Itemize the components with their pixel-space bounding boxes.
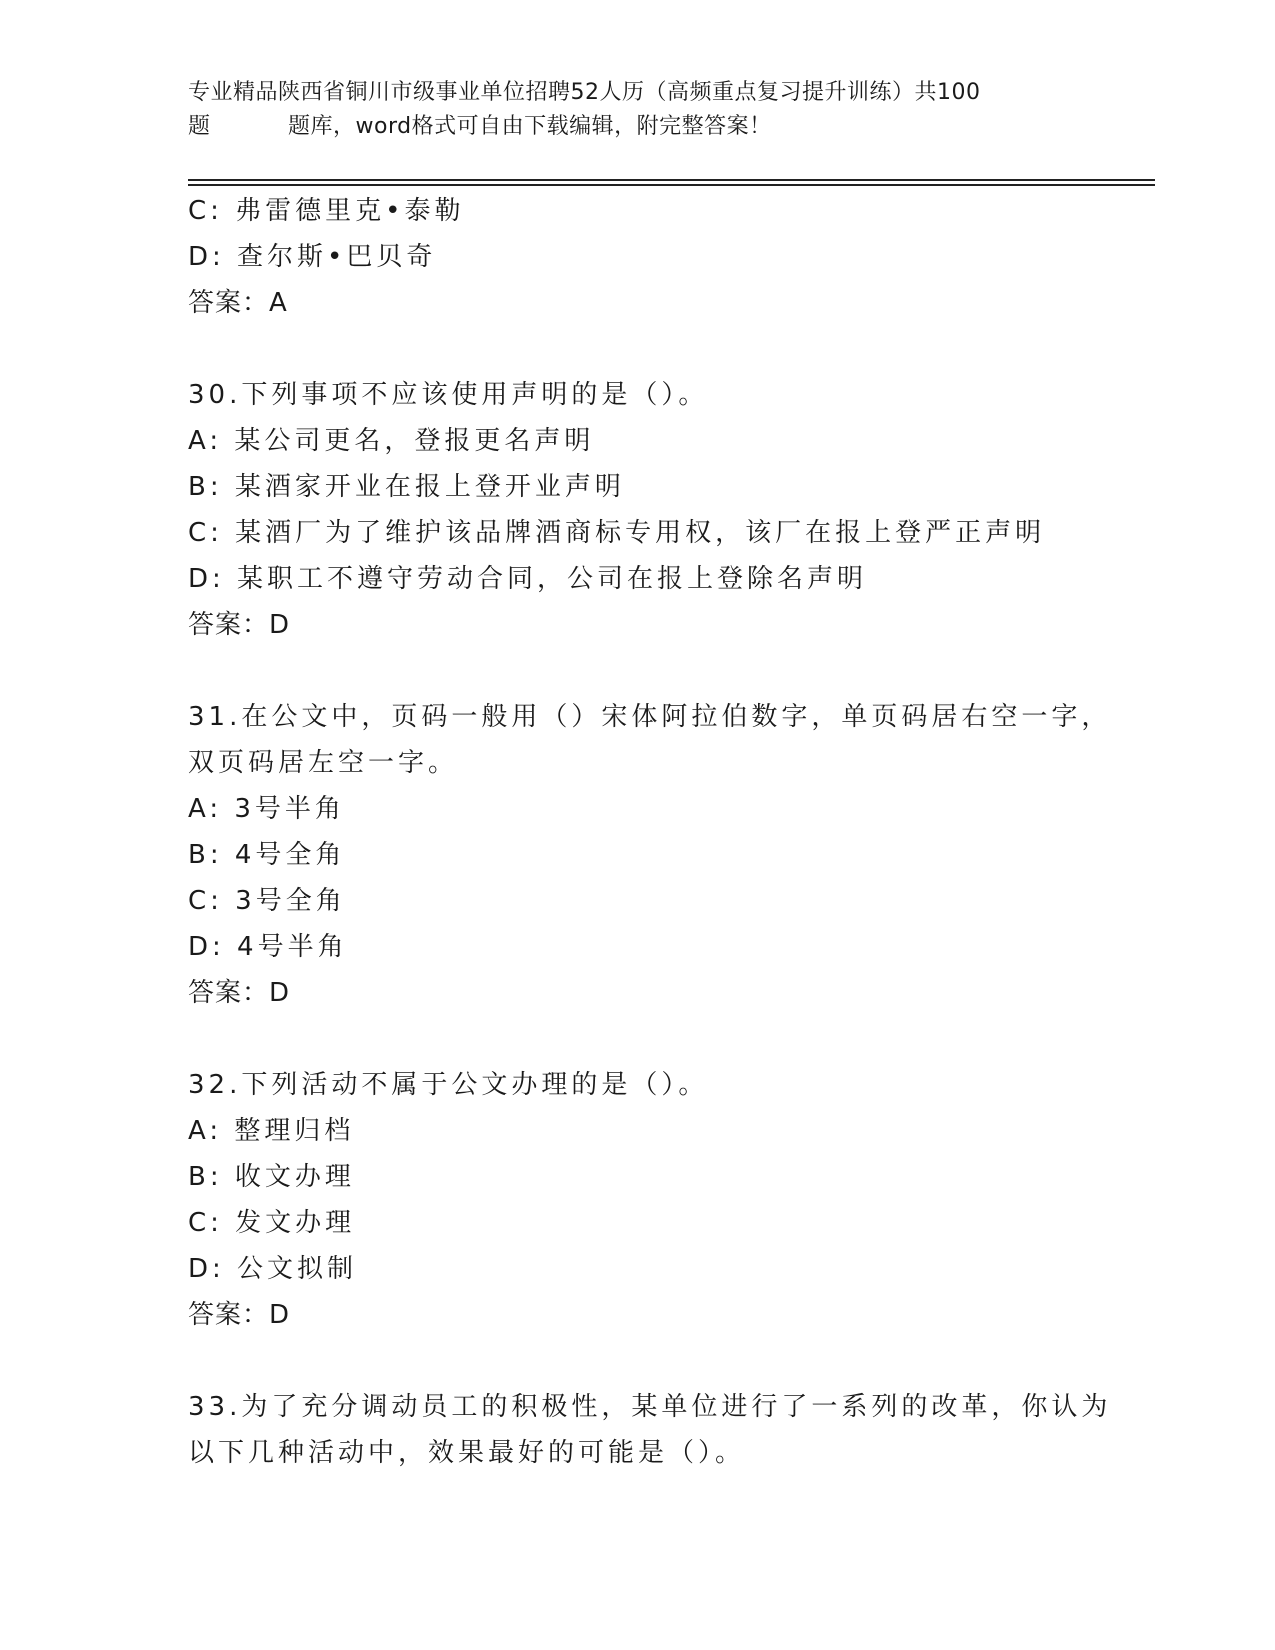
option-d: D: 查尔斯•巴贝奇 (188, 242, 437, 272)
option-b: B: 4号全角 (188, 840, 346, 870)
option-d: D: 某职工不遵守劳动合同，公司在报上登除名声明 (188, 564, 868, 594)
option-c: C: 某酒厂为了维护该品牌酒商标专用权，该厂在报上登严正声明 (188, 518, 1046, 548)
answer-text: 答案：D (188, 610, 291, 640)
option-c: C: 3号全角 (188, 886, 346, 916)
question-text: 30.下列事项不应该使用声明的是（）。 (188, 380, 709, 410)
question-text-line-2: 双页码居左空一字。 (188, 748, 459, 778)
option-a: A: 某公司更名，登报更名声明 (188, 426, 595, 456)
option-c: C: 弗雷德里克•泰勒 (188, 196, 465, 226)
question-list (188, 188, 1112, 1476)
spacer (188, 648, 1088, 694)
spacer (188, 1016, 1088, 1062)
question-30 (188, 372, 1088, 648)
header-title-line-2 (188, 110, 1088, 144)
answer-text: 答案：D (188, 978, 291, 1008)
header-title-line-1: 专业精品陕西省铜川市级事业单位招聘52人历（高频重点复习提升训练）共100 (188, 80, 981, 105)
answer-text: 答案：D (188, 1300, 291, 1330)
option-d: D: 公文拟制 (188, 1254, 358, 1284)
question-33 (188, 1384, 1112, 1476)
question-31 (188, 694, 1112, 1016)
spacer (188, 1338, 1088, 1384)
document-header (188, 76, 1088, 144)
option-c: C: 发文办理 (188, 1208, 356, 1238)
header-line-2-lead: 题 (188, 114, 211, 139)
option-d: D: 4号半角 (188, 932, 348, 962)
question-text-line-1: 31.在公文中，页码一般用（）宋体阿拉伯数字，单页码居右空一字， (188, 702, 1112, 732)
spacer (188, 326, 1088, 372)
option-a: A: 3号半角 (188, 794, 345, 824)
option-a: A: 整理归档 (188, 1116, 355, 1146)
question-text-line-1: 33.为了充分调动员工的积极性，某单位进行了一系列的改革，你认为 (188, 1392, 1112, 1422)
question-29 (188, 188, 1088, 326)
header-divider-top (188, 179, 1155, 181)
question-text-line-2: 以下几种活动中，效果最好的可能是（）。 (188, 1438, 746, 1468)
header-line-2-text: 题库，word格式可自由下载编辑，附完整答案！ (288, 114, 772, 139)
option-b: B: 收文办理 (188, 1162, 355, 1192)
question-text: 32.下列活动不属于公文办理的是（）。 (188, 1070, 709, 1100)
question-32 (188, 1062, 1088, 1338)
header-divider-bottom (188, 184, 1155, 186)
option-b: B: 某酒家开业在报上登开业声明 (188, 472, 625, 502)
answer-text: 答案：A (188, 288, 288, 318)
